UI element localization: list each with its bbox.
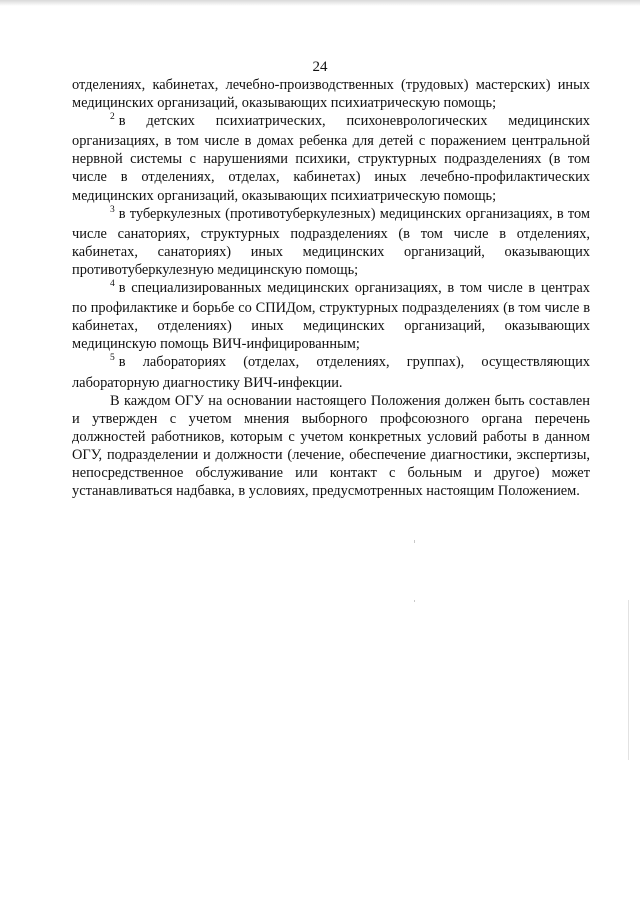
- paragraph-item-3: [72, 205, 590, 279]
- paragraph-text: в лабораториях (отделах, отделениях, группах), осуществляющих лабораторную диагностику ВИЧ-инфекции.: [72, 354, 590, 391]
- paragraph-item-2: [72, 112, 590, 204]
- paragraph-text: в туберкулезных (противотуберкулезных) медицинских организациях, в том числе санаториях, структурных подразделениях (в том числе в отделениях, кабинетах, санаториях) иных медицинских организаций, оказывающих противотуберкулезную медицинскую помощь;: [72, 205, 590, 278]
- scan-top-edge: [0, 0, 640, 6]
- document-body: [72, 76, 590, 500]
- scan-speck: [414, 600, 415, 602]
- paragraph-continuation: [72, 76, 590, 112]
- paragraph-item-4: [72, 279, 590, 353]
- paragraph-item-5: [72, 353, 590, 391]
- footnote-marker: 3: [110, 204, 115, 215]
- footnote-marker: 4: [110, 279, 115, 290]
- paragraph-text: в детских психиатрических, психоневрологических медицинских организациях, в том числе в домах ребенка для детей с поражением центральной нервной системы с нарушениями психики, структурных подразделениях (в том числе в отделениях, отделах, кабинетах) иных лечебно-профилактических медицинских организаций, оказывающих психиатрическую помощь;: [72, 113, 590, 204]
- paragraph-text: В каждом ОГУ на основании настоящего Положения должен быть составлен и утвержден с учетом мнения выборного профсоюзного органа перечень должностей работников, которым с учетом конкретных условий работы в данном ОГУ, подразделении и должности (лечение, обеспечение диагностики, экспертизы, непосредственное обслуживание или контакт с больным и другое) может устанавливаться надбавка, в условиях, предусмотренных настоящим Положением.: [72, 392, 590, 500]
- page-number: 24: [312, 59, 328, 75]
- paragraph-text: отделениях, кабинетах, лечебно-производственных (трудовых) мастерских) иных медицинских организаций, оказывающих психиатрическую помощь;: [72, 77, 590, 112]
- paragraph-text: в специализированных медицинских организациях, в том числе в центрах по профилактике и борьбе со СПИДом, структурных подразделениях (в том числе в кабинетах, отделениях) иных медицинских организаций, оказывающих медицинскую помощь ВИЧ-инфицированным;: [72, 280, 590, 353]
- scan-edge-mark: [628, 600, 629, 760]
- footnote-marker: 2: [110, 112, 115, 123]
- footnote-marker: 5: [110, 353, 115, 364]
- paragraph-main: [72, 392, 590, 501]
- scan-speck: [414, 540, 415, 543]
